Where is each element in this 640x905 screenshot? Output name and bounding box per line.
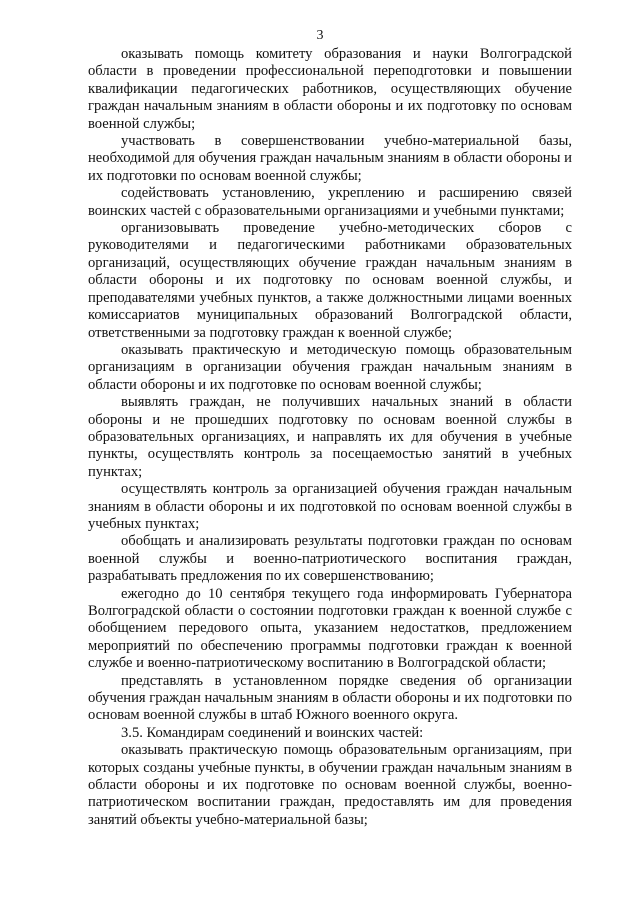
paragraph: оказывать практическую и методическую помощь образовательным организациям в организации обучения граждан начальным знаниям в области обороны и их подготовке по основам военной службы; (88, 341, 572, 393)
paragraph: оказывать практическую помощь образовательным организациям, при которых созданы учебные пункты, в обучении граждан начальным знаниям в области обороны и их подготовке по основам военной службы, военно-патриотическом воспитании граждан, предоставлять им для проведения занятий объекты учебно-материальной базы; (88, 742, 572, 828)
paragraph: оказывать помощь комитету образования и науки Волгоградской области в проведении профессиональной переподготовки и повышении квалификации педагогических работников, осуществляющих обучение граждан начальным знаниям в области обороны и их подготовку по основам военной службы; (88, 46, 572, 132)
paragraph: содействовать установлению, укреплению и расширению связей воинских частей с образовательными организациями и учебными пунктами; (88, 185, 572, 219)
paragraph: представлять в установленном порядке сведения об организации обучения граждан начальным знаниям в области обороны и их подготовки по основам военной службы в штаб Южного военного округа. (88, 672, 572, 724)
paragraph: участвовать в совершенствовании учебно-материальной базы, необходимой для обучения граждан начальным знаниям в области обороны и их подготовки по основам военной службы; (88, 133, 572, 184)
paragraph: выявлять граждан, не получивших начальных знаний в области обороны и не прошедших подготовку по основам военной службы в образовательных организациях, и направлять их для обучения в учебные пункты, осуществлять контроль за посещаемостью занятий в учебных пунктах; (88, 394, 572, 480)
page-number: 3 (316, 28, 324, 43)
paragraph: обобщать и анализировать результаты подготовки граждан по основам военной службы и военно-патриотического воспитания граждан, разрабатывать предложения по их совершенствованию; (88, 533, 572, 585)
paragraph: ежегодно до 10 сентября текущего года информировать Губернатора Волгоградской области о состоянии подготовки граждан к военной службе с обобщением передового опыта, указанием недостатков, предложением мероприятий по обеспечению программы подготовки граждан к военной службе и военно-патриотическому воспитанию в Волгоградской области; (88, 585, 572, 672)
paragraph: осуществлять контроль за организацией обучения граждан начальным знаниям в области обороны и их подготовкой по основам военной службы в учебных пунктах; (88, 481, 572, 532)
section-heading: 3.5. Командирам соединений и воинских частей: (121, 724, 424, 741)
document-body (88, 46, 572, 829)
paragraph: организовывать проведение учебно-методических сборов с руководителями и педагогическими работниками образовательных организаций, осуществляющих обучение граждан начальным знаниям в области обороны и их подготовку по основам военной службы, и преподавателями учебных пунктов, а также должностными лицами военных комиссариатов муниципальных образований Волгоградской области, ответственными за подготовку граждан к военной службе; (88, 220, 572, 341)
